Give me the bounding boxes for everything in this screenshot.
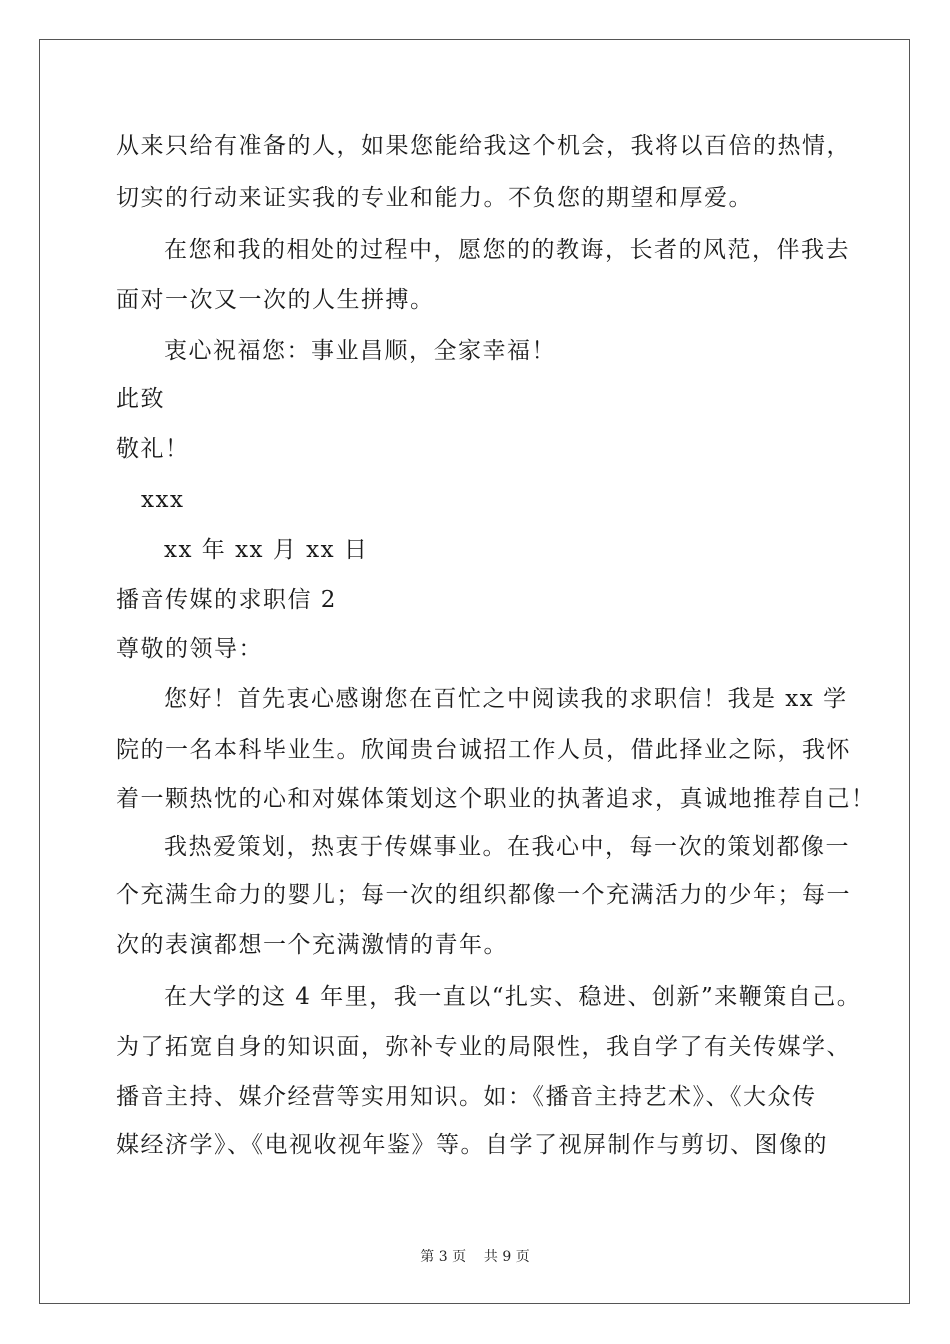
section-title: 播音传媒的求职信 2 [116,587,337,613]
closing-jingli: 敬礼！ [116,436,190,462]
body-line-18: 在大学的这 4 年里，我一直以“扎实、稳进、创新”来鞭策自己。 [164,984,862,1010]
body-line-21: 媒经济学》、《电视收视年鉴》等。自学了视屏制作与剪切、图像的 [116,1132,828,1158]
page-number-footer: 第 3 页 共 9 页 [420,1249,530,1265]
body-line-3: 在您和我的相处的过程中，愿您的的教诲，长者的风范，伴我去 [164,237,850,263]
body-line-12: 您好！首先衷心感谢您在百忙之中阅读我的求职信！我是 xx 学 [164,686,848,712]
body-line-1: 从来只给有准备的人，如果您能给我这个机会，我将以百倍的热情， [116,133,851,159]
body-line-14: 着一颗热忱的心和对媒体策划这个职业的执著追求，真诚地推荐自己！ [116,786,876,812]
body-line-17: 次的表演都想一个充满激情的青年。 [116,932,508,958]
blessing-line: 衷心祝福您：事业昌顺，全家幸福！ [164,338,556,364]
signer-name: xxx [141,487,185,513]
body-line-15: 我热爱策划，热衷于传媒事业。在我心中，每一次的策划都像一 [164,834,850,860]
body-line-20: 播音主持、媒介经营等实用知识。如：《播音主持艺术》、《大众传 [116,1084,817,1110]
letter-date: xx 年 xx 月 xx 日 [164,537,369,563]
page-border [39,39,910,1304]
body-line-2: 切实的行动来证实我的专业和能力。不负您的期望和厚爱。 [116,185,753,211]
body-line-19: 为了拓宽自身的知识面，弥补专业的局限性，我自学了有关传媒学、 [116,1034,851,1060]
salutation: 尊敬的领导： [116,636,263,662]
body-line-13: 院的一名本科毕业生。欣闻贵台诚招工作人员，借此择业之际，我怀 [116,737,851,763]
body-line-4: 面对一次又一次的人生拼搏。 [116,287,435,313]
body-line-16: 个充满生命力的婴儿；每一次的组织都像一个充满活力的少年；每一 [116,882,851,908]
closing-cizhi: 此致 [116,386,165,412]
